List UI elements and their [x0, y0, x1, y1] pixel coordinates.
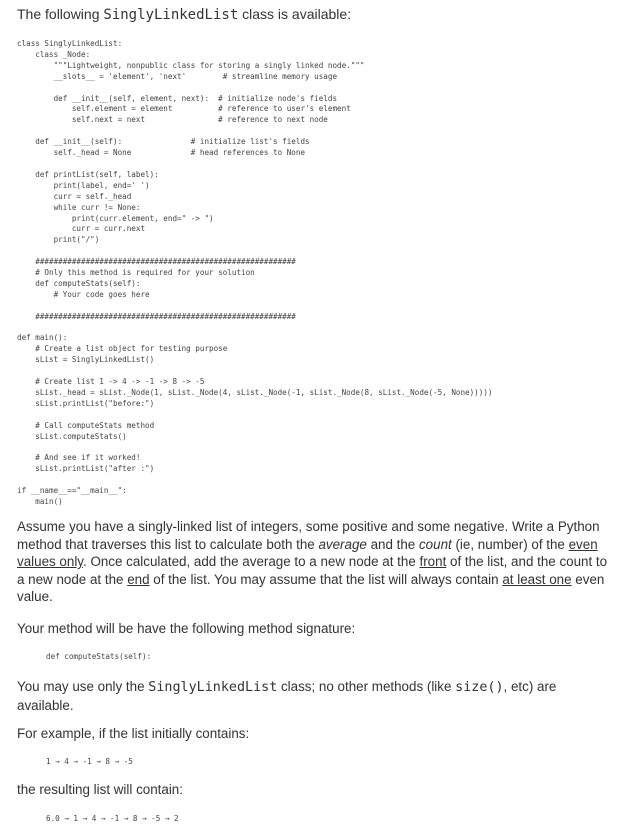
code-line: # And see if it worked!: [17, 453, 141, 463]
code-line: print("/"): [17, 235, 100, 245]
code-line: [17, 475, 492, 486]
even-values-underline: even values only: [17, 536, 598, 569]
code-line: sList.computeStats(): [17, 431, 127, 441]
code-line: #########################################################: [17, 311, 296, 321]
paragraph-part: Assume you have a singly-linked list of integers, some positive and some negative. Write a Python method that traverses this list to calculate both the: [17, 519, 600, 552]
code-line: [17, 159, 492, 170]
code-line: def printList(self, label):: [17, 169, 159, 179]
code-line: # Only this method is required for your solution: [17, 268, 255, 278]
code-line: sList.printList("before:"): [17, 398, 155, 408]
code-line: #########################################################: [17, 257, 296, 267]
code-block: [17, 39, 492, 508]
code-line: def __init__(self, element, next): # initialize node's fields: [17, 93, 338, 103]
code-line: self.element = element # reference to user's element: [17, 104, 351, 114]
at-least-one-underline: at least one: [502, 571, 572, 587]
paragraph-part: (ie, number) of the: [451, 536, 569, 552]
code-line: def __init__(self): # initialize list's fields: [17, 137, 310, 147]
paragraph-part: . Once calculated, add the average to a new node at the: [83, 554, 420, 569]
restriction-text: [17, 678, 612, 714]
code-line: self.next = next # reference to next node: [17, 115, 328, 125]
code-line: # Your code goes here: [17, 289, 150, 299]
code-line: [17, 83, 492, 94]
paragraph-part: of the list, and the count to a new node at the: [17, 554, 608, 587]
code-line: curr = self._head: [17, 191, 132, 201]
count-emphasis: count: [418, 536, 452, 552]
example-intro: For example, if the list initially contains:: [17, 726, 250, 741]
code-line: if __name__=="__main__":: [17, 486, 127, 496]
front-underline: front: [419, 554, 447, 569]
code-line: class SinglyLinkedList:: [17, 39, 123, 48]
problem-paragraph: [17, 518, 612, 606]
intro-after: class is available:: [238, 6, 352, 22]
code-line: [17, 410, 492, 421]
code-line: sList._head = sList._Node(1, sList._Node(4, sList._Node(-1, sList._Node(8, sList._Node(-5, None))))): [17, 388, 493, 397]
paragraph-part: even value.: [17, 571, 605, 604]
restriction-part: class; no other methods (like: [277, 679, 456, 694]
code-line: # Create list 1 -> 4 -> -1 -> 8 -> -5: [17, 377, 205, 387]
code-line: """Lightweight, nonpublic class for storing a singly linked node.""": [17, 60, 365, 70]
signature-code: def computeStats(self):: [46, 652, 152, 661]
restriction-part: , etc) are available.: [17, 679, 557, 713]
code-line: [17, 246, 492, 257]
end-underline: end: [127, 571, 150, 587]
code-line: def main():: [17, 333, 68, 343]
example-initial-list: 1 → 4 → -1 → 8 → -5: [46, 757, 133, 766]
restriction-part: You may use only the: [17, 679, 149, 694]
class-name-code: SinglyLinkedList: [148, 680, 278, 695]
code-line: def computeStats(self):: [17, 278, 141, 288]
code-line: # Create a list object for testing purpose: [17, 344, 228, 354]
code-line: main(): [17, 497, 63, 507]
code-line: print(label, end=' '): [17, 180, 150, 190]
average-emphasis: average: [318, 536, 367, 552]
code-line: [17, 323, 492, 334]
code-line: [17, 301, 492, 312]
size-code: size(): [455, 680, 504, 695]
code-line: # Call computeStats method: [17, 420, 155, 430]
code-line: print(curr.element, end=" -> "): [17, 213, 214, 223]
code-line: curr = curr.next: [17, 224, 146, 234]
code-line: [17, 443, 492, 454]
code-line: self._head = None # head references to None: [17, 148, 306, 158]
code-line: sList = SinglyLinkedList(): [17, 355, 155, 365]
code-line: __slots__ = 'element', 'next' # streamline memory usage: [17, 71, 338, 81]
code-line: class _Node:: [17, 49, 91, 59]
intro-text: [17, 6, 612, 25]
code-line: [17, 126, 492, 137]
code-line: sList.printList("after :"): [17, 464, 155, 474]
class-name-code: SinglyLinkedList: [103, 7, 239, 23]
code-line: while curr != None:: [17, 202, 141, 212]
result-intro: the resulting list will contain:: [17, 782, 183, 797]
paragraph-part: and the: [366, 536, 419, 552]
example-result-list: 6.0 → 1 → 4 → -1 → 8 → -5 → 2: [46, 814, 179, 823]
code-line: [17, 366, 492, 377]
intro-before: The following: [17, 6, 104, 22]
signature-intro: Your method will be have the following method signature:: [17, 621, 356, 636]
paragraph-part: of the list. You may assume that the list will always contain: [149, 571, 503, 587]
